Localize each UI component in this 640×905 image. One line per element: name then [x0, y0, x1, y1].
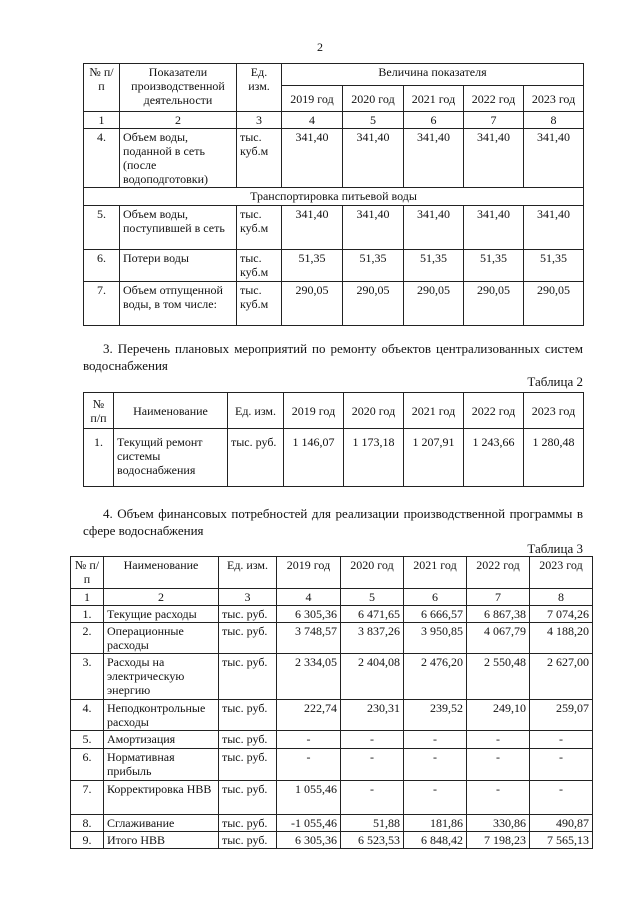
table-row	[71, 781, 593, 815]
section-4-heading: 4. Объем финансовых потребностей для реализации производственной программы в сфере водоснабжения	[83, 506, 583, 538]
year-cell: 2019 год	[282, 86, 343, 112]
table-row	[71, 731, 593, 749]
row-name: Нормативная прибыль	[104, 749, 219, 781]
row-value: -	[530, 731, 593, 749]
row-name: Итого НВВ	[104, 832, 219, 849]
row-value: 341,40	[524, 206, 584, 250]
row-value: -	[341, 749, 404, 781]
page-number: 2	[317, 40, 323, 54]
row-unit: тыс. руб.	[228, 429, 284, 487]
row-value: 7 198,23	[467, 832, 530, 849]
header-name: Наименование	[104, 557, 219, 589]
table-row	[71, 815, 593, 832]
row-value: 290,05	[343, 282, 404, 326]
index-cell: 5	[343, 112, 404, 129]
row-value: -	[341, 781, 404, 815]
row-value: 51,35	[343, 250, 404, 282]
row-name: Объем воды, поступившей в сеть	[120, 206, 237, 250]
row-value: 341,40	[282, 129, 343, 188]
index-cell: 3	[219, 589, 277, 606]
table-row	[84, 250, 584, 282]
table-row	[71, 623, 593, 654]
row-value: 6 848,42	[404, 832, 467, 849]
row-value: 341,40	[464, 129, 524, 188]
year-cell: 2021 год	[404, 393, 464, 429]
row-value: 7 565,13	[530, 832, 593, 849]
row-value: 1 207,91	[404, 429, 464, 487]
row-value: 51,35	[282, 250, 343, 282]
row-value: 2 476,20	[404, 654, 467, 700]
row-value: 51,35	[524, 250, 584, 282]
row-value: 6 305,36	[277, 832, 341, 849]
row-unit: тыс. куб.м	[237, 250, 282, 282]
row-unit: тыс. руб.	[219, 606, 277, 623]
row-value: 2 627,00	[530, 654, 593, 700]
row-value: 1 280,48	[524, 429, 584, 487]
row-value: 341,40	[404, 129, 464, 188]
row-num: 6.	[71, 749, 104, 781]
row-name: Объем воды, поданной в сеть (после водоподготовки)	[120, 129, 237, 188]
row-value: 51,88	[341, 815, 404, 832]
repair-plan-table	[83, 392, 584, 487]
row-value: 341,40	[343, 129, 404, 188]
header-value: Величина показателя	[282, 64, 584, 86]
row-unit: тыс. куб.м	[237, 206, 282, 250]
header-unit: Ед. изм.	[237, 64, 282, 112]
index-cell: 7	[467, 589, 530, 606]
index-cell: 8	[530, 589, 593, 606]
production-indicators-table	[83, 63, 584, 326]
row-value: 290,05	[464, 282, 524, 326]
year-cell: 2022 год	[467, 557, 530, 589]
table-row	[71, 749, 593, 781]
row-value: 7 074,26	[530, 606, 593, 623]
index-cell: 7	[464, 112, 524, 129]
row-value: 6 523,53	[341, 832, 404, 849]
table-row	[84, 429, 584, 487]
row-value: -	[467, 731, 530, 749]
row-value: 1 243,66	[464, 429, 524, 487]
header-indicator: Показатели производственной деятельности	[120, 64, 237, 112]
table-row	[71, 832, 593, 849]
row-value: 4 067,79	[467, 623, 530, 654]
row-num: 6.	[84, 250, 120, 282]
row-value: -	[404, 749, 467, 781]
row-value: -	[404, 781, 467, 815]
row-value: 230,31	[341, 700, 404, 731]
row-value: 3 748,57	[277, 623, 341, 654]
row-num: 1.	[84, 429, 114, 487]
row-unit: тыс. куб.м	[237, 129, 282, 188]
row-value: 290,05	[524, 282, 584, 326]
row-unit: тыс. руб.	[219, 781, 277, 815]
year-cell: 2023 год	[524, 86, 584, 112]
index-cell: 6	[404, 589, 467, 606]
row-num: 5.	[84, 206, 120, 250]
table-row	[84, 206, 584, 250]
row-unit: тыс. куб.м	[237, 282, 282, 326]
row-value: 4 188,20	[530, 623, 593, 654]
table-2-caption: Таблица 2	[527, 374, 583, 389]
row-value: 490,87	[530, 815, 593, 832]
row-num: 7.	[84, 282, 120, 326]
column-index-row	[71, 589, 593, 606]
table-row	[84, 129, 584, 188]
row-value: -	[341, 731, 404, 749]
row-num: 4.	[71, 700, 104, 731]
row-name: Корректировка НВВ	[104, 781, 219, 815]
header-unit: Ед. изм.	[219, 557, 277, 589]
row-value: 2 550,48	[467, 654, 530, 700]
year-cell: 2020 год	[343, 86, 404, 112]
row-value: 341,40	[464, 206, 524, 250]
index-cell: 1	[71, 589, 104, 606]
year-cell: 2019 год	[277, 557, 341, 589]
row-value: -	[404, 731, 467, 749]
row-unit: тыс. руб.	[219, 749, 277, 781]
header-num: № п/п	[84, 393, 114, 429]
table-row	[71, 606, 593, 623]
row-unit: тыс. руб.	[219, 700, 277, 731]
section-row	[84, 188, 584, 206]
row-num: 3.	[71, 654, 104, 700]
row-value: -	[277, 749, 341, 781]
row-unit: тыс. руб.	[219, 623, 277, 654]
row-value: -	[467, 749, 530, 781]
row-value: 3 837,26	[341, 623, 404, 654]
row-name: Операционные расходы	[104, 623, 219, 654]
header-row	[71, 557, 593, 589]
row-value: 330,86	[467, 815, 530, 832]
row-value: 290,05	[282, 282, 343, 326]
table-row	[84, 282, 584, 326]
section-title: Транспортировка питьевой воды	[84, 188, 584, 206]
year-cell: 2019 год	[284, 393, 344, 429]
row-value: -	[530, 749, 593, 781]
row-value: 341,40	[524, 129, 584, 188]
row-name: Расходы на электрическую энергию	[104, 654, 219, 700]
row-name: Неподконтрольные расходы	[104, 700, 219, 731]
row-value: -	[277, 731, 341, 749]
table-3-caption: Таблица 3	[527, 541, 583, 556]
index-cell: 4	[277, 589, 341, 606]
row-num: 1.	[71, 606, 104, 623]
row-value: 259,07	[530, 700, 593, 731]
row-value: 1 055,46	[277, 781, 341, 815]
row-value: 181,86	[404, 815, 467, 832]
row-name: Текущие расходы	[104, 606, 219, 623]
header-num: № п/п	[71, 557, 104, 589]
row-name: Потери воды	[120, 250, 237, 282]
year-cell: 2020 год	[341, 557, 404, 589]
financial-needs-table	[70, 556, 593, 849]
row-value: 3 950,85	[404, 623, 467, 654]
row-value: 1 146,07	[284, 429, 344, 487]
row-value: 341,40	[282, 206, 343, 250]
row-unit: тыс. руб.	[219, 815, 277, 832]
column-index-row	[84, 112, 584, 129]
row-num: 8.	[71, 815, 104, 832]
year-cell: 2023 год	[524, 393, 584, 429]
row-num: 4.	[84, 129, 120, 188]
year-cell: 2020 год	[344, 393, 404, 429]
row-value: 2 404,08	[341, 654, 404, 700]
row-value: 249,10	[467, 700, 530, 731]
header-num: № п/п	[84, 64, 120, 112]
year-cell: 2021 год	[404, 86, 464, 112]
row-unit: тыс. руб.	[219, 731, 277, 749]
index-cell: 5	[341, 589, 404, 606]
row-value: 341,40	[343, 206, 404, 250]
index-cell: 2	[104, 589, 219, 606]
row-unit: тыс. руб.	[219, 654, 277, 700]
row-value: 341,40	[404, 206, 464, 250]
index-cell: 6	[404, 112, 464, 129]
table-row	[71, 700, 593, 731]
row-value: -	[467, 781, 530, 815]
row-value: 6 471,65	[341, 606, 404, 623]
row-value: 51,35	[404, 250, 464, 282]
row-num: 5.	[71, 731, 104, 749]
row-value: 1 173,18	[344, 429, 404, 487]
row-name: Амортизация	[104, 731, 219, 749]
row-value: 290,05	[404, 282, 464, 326]
row-value: -1 055,46	[277, 815, 341, 832]
year-cell: 2023 год	[530, 557, 593, 589]
header-row	[84, 393, 584, 429]
header-unit: Ед. изм.	[228, 393, 284, 429]
section-3-heading: 3. Перечень плановых мероприятий по ремонту объектов централизованных систем водоснабжения	[83, 341, 583, 373]
index-cell: 1	[84, 112, 120, 129]
year-cell: 2022 год	[464, 86, 524, 112]
row-name: Объем отпущенной воды, в том числе:	[120, 282, 237, 326]
header-name: Наименование	[114, 393, 228, 429]
row-name: Текущий ремонт системы водоснабжения	[114, 429, 228, 487]
index-cell: 4	[282, 112, 343, 129]
row-value: 6 666,57	[404, 606, 467, 623]
row-value: 51,35	[464, 250, 524, 282]
row-value: 6 867,38	[467, 606, 530, 623]
row-value: 222,74	[277, 700, 341, 731]
row-value: 2 334,05	[277, 654, 341, 700]
row-num: 2.	[71, 623, 104, 654]
table-row	[71, 654, 593, 700]
index-cell: 3	[237, 112, 282, 129]
row-value: 239,52	[404, 700, 467, 731]
row-num: 9.	[71, 832, 104, 849]
row-unit: тыс. руб.	[219, 832, 277, 849]
row-num: 7.	[71, 781, 104, 815]
year-cell: 2022 год	[464, 393, 524, 429]
index-cell: 8	[524, 112, 584, 129]
row-name: Сглаживание	[104, 815, 219, 832]
row-value: 6 305,36	[277, 606, 341, 623]
index-cell: 2	[120, 112, 237, 129]
year-cell: 2021 год	[404, 557, 467, 589]
row-value: -	[530, 781, 593, 815]
